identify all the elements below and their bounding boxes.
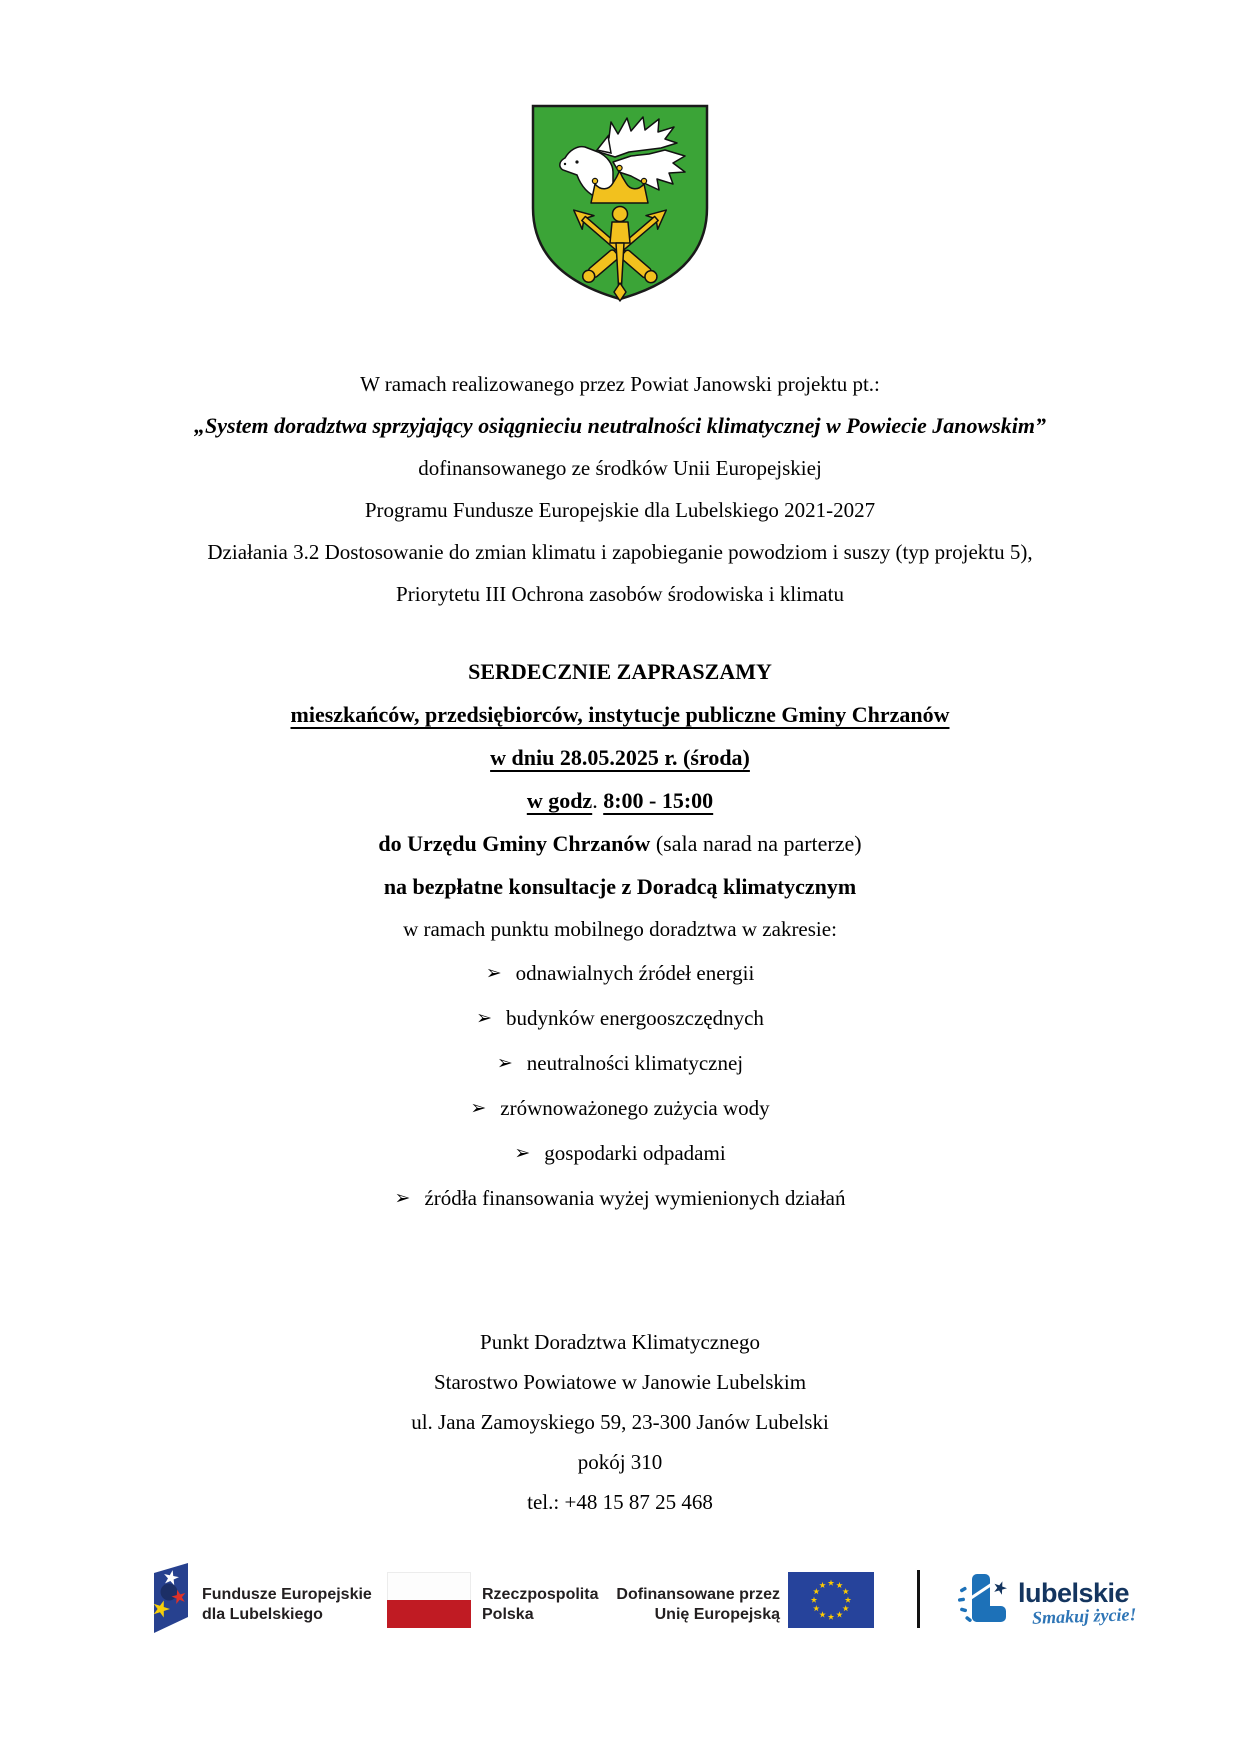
project-title: „System doradztwa sprzyjający osiągnieciu neutralności klimatycznej w Powiecie Janowskim” <box>194 413 1046 438</box>
invitation-date: w dniu 28.05.2025 r. (środa) <box>490 745 750 770</box>
topic-label: zrównoważonego zużycia wody <box>500 1096 770 1120</box>
invitation-block <box>0 650 1240 1221</box>
contact-line: ul. Jana Zamoyskiego 59, 23-300 Janów Lubelski <box>411 1410 829 1434</box>
poland-label-line1: Rzeczpospolita <box>482 1586 599 1603</box>
eu-cofunded-line1: Dofinansowane przez <box>616 1586 780 1603</box>
lubelskie-logo-icon <box>958 1570 1018 1637</box>
topic-item <box>0 996 1240 1041</box>
contact-line: Starostwo Powiatowe w Janowie Lubelskim <box>433 1370 807 1394</box>
topic-label: budynków energooszczędnych <box>505 1006 764 1030</box>
topic-item <box>0 1041 1240 1086</box>
poland-label-line2: Polska <box>482 1606 534 1623</box>
topic-item <box>0 1086 1240 1131</box>
poland-flag-icon <box>387 1572 471 1628</box>
intro-line: dofinansowanego ze środków Unii Europejskiej <box>418 456 822 480</box>
eu-funds-label-line1: Fundusze Europejskie <box>202 1586 372 1603</box>
arrow-bullet-icon: ➢ <box>394 1188 411 1209</box>
contact-block <box>0 1322 1240 1522</box>
topic-label: źródła finansowania wyżej wymienionych działań <box>424 1186 846 1210</box>
eu-funds-label <box>202 1585 372 1625</box>
venue-note: (sala narad na parterze) <box>650 831 862 856</box>
eu-cofunded-label <box>598 1585 780 1625</box>
footer-logo-strip <box>0 1558 1240 1668</box>
invitation-audience: mieszkańców, przedsiębiorców, instytucje publiczne Gminy Chrzanów <box>290 702 950 727</box>
hours-separator: . <box>592 788 604 813</box>
contact-line: pokój 310 <box>577 1450 663 1474</box>
intro-line: Działania 3.2 Dostosowanie do zmian klimatu i zapobieganie powodziom i suszy (typ projektu 5), <box>207 540 1033 564</box>
topic-item <box>0 1131 1240 1176</box>
lubelskie-wordmark: lubelskie <box>1018 1578 1130 1608</box>
arrow-bullet-icon: ➢ <box>470 1098 487 1119</box>
eu-funds-logo-icon <box>147 1559 195 1640</box>
arrow-bullet-icon: ➢ <box>514 1143 531 1164</box>
topic-item <box>0 951 1240 996</box>
arrow-bullet-icon: ➢ <box>485 963 502 984</box>
topic-item <box>0 1176 1240 1221</box>
footer-divider <box>917 1570 920 1628</box>
project-intro-block <box>0 363 1240 615</box>
intro-line: Priorytetu III Ochrona zasobów środowiska i klimatu <box>396 582 844 606</box>
hours-value: 8:00 - 15:00 <box>603 788 714 813</box>
contact-line: tel.: +48 15 87 25 468 <box>527 1490 713 1514</box>
arrow-bullet-icon: ➢ <box>496 1053 513 1074</box>
contact-line: Punkt Doradztwa Klimatycznego <box>480 1330 760 1354</box>
eu-cofunded-line2: Unię Europejską <box>654 1606 780 1623</box>
venue-name: do Urzędu Gminy Chrzanów <box>378 831 651 856</box>
eu-funds-label-line2: dla Lubelskiego <box>202 1606 323 1623</box>
invitation-heading: SERDECZNIE ZAPRASZAMY <box>468 659 772 684</box>
intro-line: Programu Fundusze Europejskie dla Lubelskiego 2021-2027 <box>364 498 876 522</box>
hours-prefix: w godz <box>526 788 593 813</box>
invitation-hours <box>0 779 1240 822</box>
scope-intro: w ramach punktu mobilnego doradztwa w zakresie: <box>403 917 837 941</box>
eu-flag-icon <box>788 1572 874 1633</box>
topic-label: gospodarki odpadami <box>544 1141 726 1165</box>
lubelskie-tagline: Smakuj życie! <box>1031 1604 1137 1628</box>
arrow-bullet-icon: ➢ <box>476 1008 492 1029</box>
intro-line: W ramach realizowanego przez Powiat Janowski projektu pt.: <box>360 372 880 396</box>
topic-label: odnawialnych źródeł energii <box>515 961 755 985</box>
topic-label: neutralności klimatycznej <box>526 1051 744 1075</box>
invitation-purpose: na bezpłatne konsultacje z Doradcą klimatycznym <box>383 874 857 899</box>
invitation-venue <box>0 822 1240 865</box>
gmina-chrzanow-crest-icon <box>525 100 715 310</box>
poland-label <box>482 1585 598 1625</box>
